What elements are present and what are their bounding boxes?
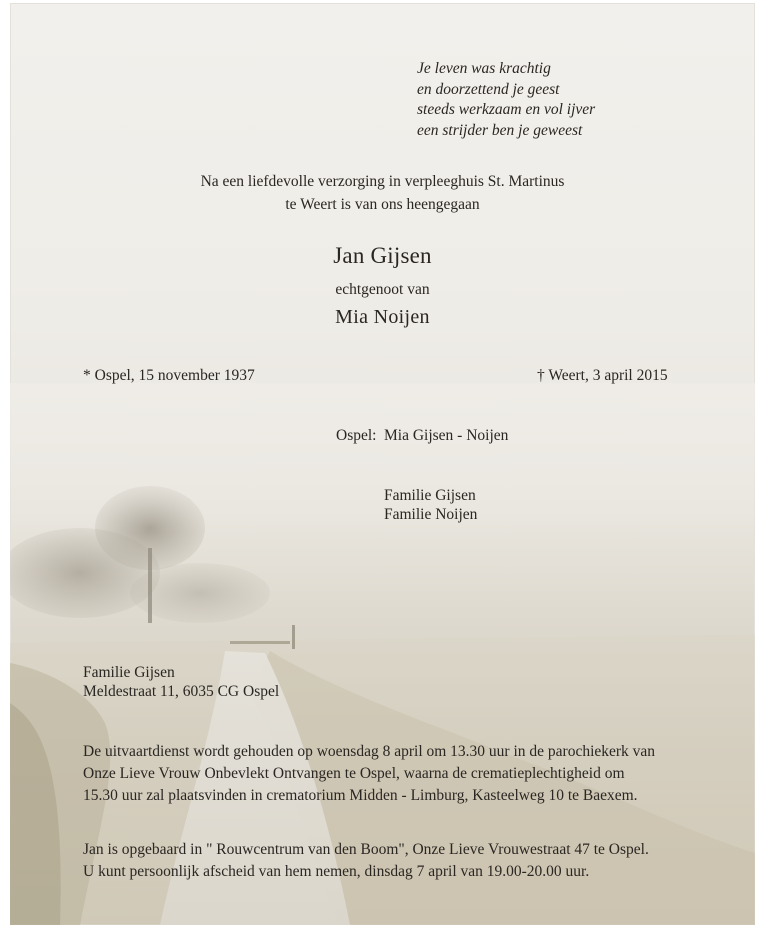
death-date: † Weert, 3 april 2015 bbox=[537, 367, 668, 384]
place-label: Ospel: bbox=[336, 427, 377, 444]
family-name: Familie Noijen bbox=[384, 506, 478, 523]
intro-line-2: te Weert is van ons heengegaan bbox=[285, 196, 480, 213]
deceased-name: Jan Gijsen bbox=[333, 243, 432, 268]
poem-line: en doorzettend je geest bbox=[417, 80, 560, 98]
spouse-full-name: Mia Gijsen - Noijen bbox=[384, 427, 509, 444]
birth-date: * Ospel, 15 november 1937 bbox=[83, 367, 255, 384]
poem-line: steeds werkzaam en vol ijver bbox=[417, 101, 596, 118]
funeral-line: De uitvaartdienst wordt gehouden op woensdag 8 april om 13.30 uur in de parochiekerk van bbox=[83, 743, 656, 760]
viewing-line: U kunt persoonlijk afscheid van hem nemen, dinsdag 7 april van 19.00-20.00 uur. bbox=[83, 863, 590, 880]
viewing-line: Jan is opgebaard in " Rouwcentrum van den Boom", Onze Lieve Vrouwestraat 47 te Ospel. bbox=[83, 841, 649, 858]
viewing-text bbox=[83, 839, 649, 883]
address-street: Meldestraat 11, 6035 CG Ospel bbox=[83, 683, 280, 700]
funeral-line: Onze Lieve Vrouw Onbevlekt Ontvangen te Ospel, waarna de crematieplechtigheid om bbox=[83, 765, 625, 782]
poem-line: een strijder ben je geweest bbox=[417, 121, 583, 139]
family-name: Familie Gijsen bbox=[384, 487, 476, 504]
relation-text: echtgenoot van bbox=[335, 281, 430, 298]
intro-line-1: Na een liefdevolle verzorging in verpleeghuis St. Martinus bbox=[200, 173, 565, 190]
spouse-name: Mia Noijen bbox=[335, 306, 430, 328]
funeral-service-text bbox=[83, 741, 655, 807]
funeral-card bbox=[10, 3, 755, 925]
poem bbox=[417, 59, 595, 141]
poem-line: Je leven was krachtig bbox=[417, 60, 551, 77]
funeral-line: 15.30 uur zal plaatsvinden in crematorium Midden - Limburg, Kasteelweg 10 te Baexem. bbox=[83, 787, 638, 804]
address-name: Familie Gijsen bbox=[83, 664, 175, 681]
